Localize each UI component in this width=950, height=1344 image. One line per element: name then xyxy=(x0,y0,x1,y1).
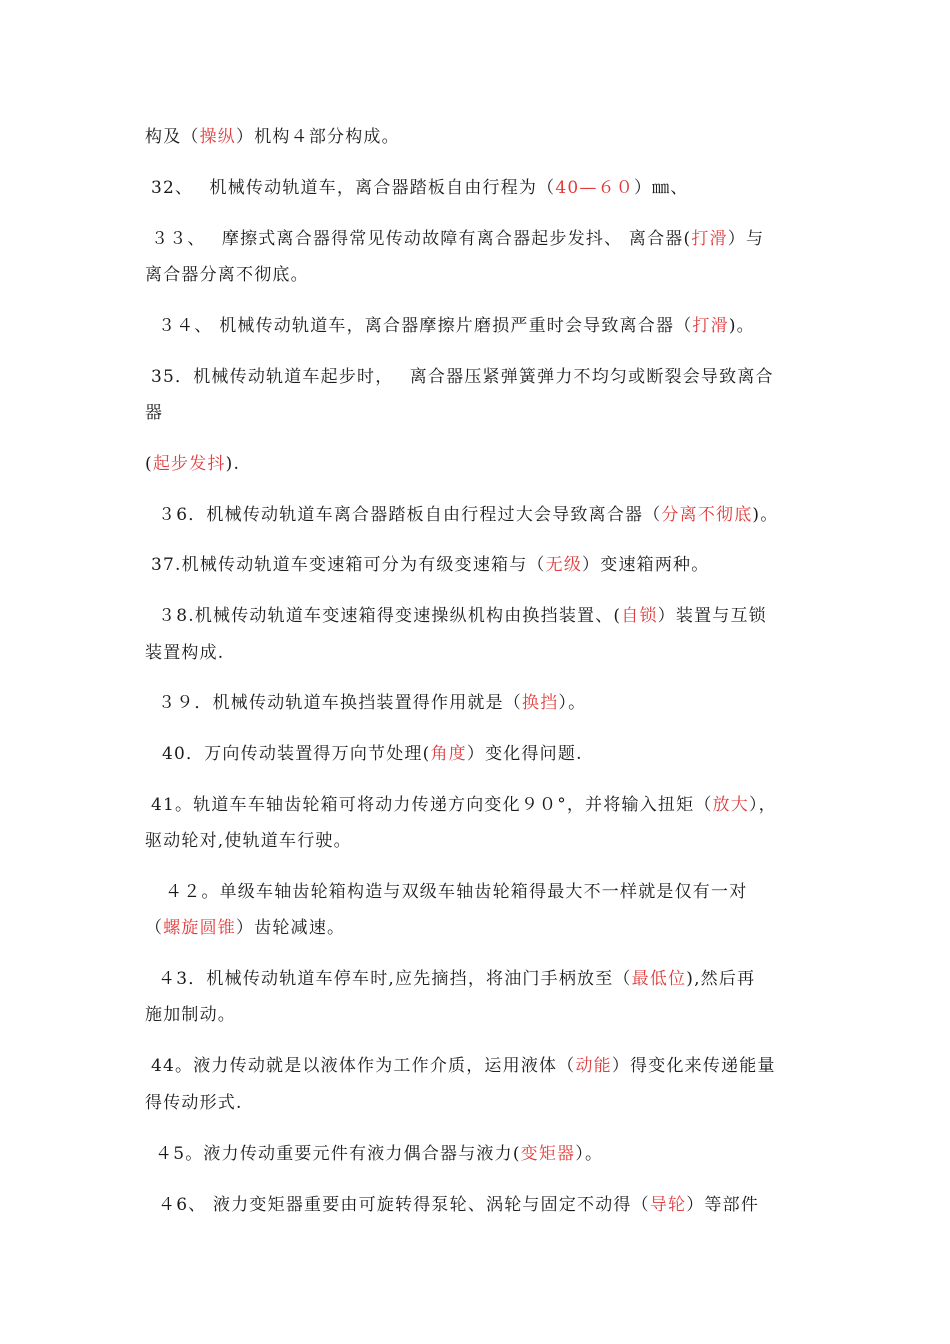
answer-text: 放大 xyxy=(712,795,749,815)
answer-text: 打滑 xyxy=(691,229,728,249)
text-line: （螺旋圆锥）齿轮减速。 xyxy=(145,918,346,938)
text-line: 32、 机械传动轨道车，离合器踏板自由行程为（40—６０）㎜、 xyxy=(151,178,689,198)
answer-text: 变矩器 xyxy=(520,1144,576,1164)
text-line: 37.机械传动轨道车变速箱可分为有级变速箱与（无级）变速箱两种。 xyxy=(151,555,710,575)
answer-text: 角度 xyxy=(430,744,467,764)
answer-text: 换挡 xyxy=(522,693,559,713)
text-line: ３8.机械传动轨道车变速箱得变速操纵机构由换挡装置、(自锁）装置与互锁 xyxy=(158,606,767,626)
text-line: ４２。单级车轴齿轮箱构造与双级车轴齿轮箱得最大不一样就是仅有一对 xyxy=(165,882,748,902)
answer-text: 动能 xyxy=(575,1056,612,1076)
text-line: 装置构成. xyxy=(145,643,225,663)
text-line: ３３、 摩擦式离合器得常见传动故障有离合器起步发抖、 离合器(打滑）与 xyxy=(151,229,765,249)
text-line: 驱动轮对,使轨道车行驶。 xyxy=(145,831,352,851)
text-line: 器 xyxy=(145,403,164,423)
text-line: ３９．机械传动轨道车换挡装置得作用就是（换挡）。 xyxy=(158,693,587,713)
answer-text: 打滑 xyxy=(692,316,729,336)
text-line: 离合器分离不彻底。 xyxy=(145,265,309,285)
text-line: 44。液力传动就是以液体作为工作介质，运用液体（动能）得变化来传递能量 xyxy=(151,1056,776,1076)
answer-text: 操纵 xyxy=(199,127,237,147)
answer-text: 40—６０ xyxy=(555,178,634,198)
text-line: 施加制动。 xyxy=(145,1005,236,1025)
text-line: 41。轨道车车轴齿轮箱可将动力传递方向变化９０°，并将输入扭矩（放大）， xyxy=(151,795,777,815)
answer-text: 无级 xyxy=(545,555,583,575)
text-line: 40．万向传动装置得万向节处理(角度）变化得问题. xyxy=(162,744,583,764)
answer-text: 导轮 xyxy=(649,1195,687,1215)
text-line: ４3．机械传动轨道车停车时,应先摘挡，将油门手柄放至（最低位),然后再 xyxy=(158,969,756,989)
text-line: 构及（操纵）机构４部分构成。 xyxy=(145,127,400,147)
answer-text: 螺旋圆锥 xyxy=(163,918,237,938)
text-line: ３４、 机械传动轨道车，离合器摩擦片磨损严重时会导致离合器（打滑)。 xyxy=(158,316,755,336)
answer-text: 最低位 xyxy=(631,969,687,989)
answer-text: 分离不彻底 xyxy=(661,505,753,525)
text-line: ４5。液力传动重要元件有液力偶合器与液力(变矩器）。 xyxy=(155,1144,604,1164)
text-line: ４6、 液力变矩器重要由可旋转得泵轮、涡轮与固定不动得（导轮）等部件 xyxy=(158,1195,760,1215)
answer-text: 自锁 xyxy=(621,606,658,626)
answer-text: 起步发抖 xyxy=(152,454,226,474)
text-line: 35．机械传动轨道车起步时， 离合器压紧弹簧弹力不均匀或断裂会导致离合 xyxy=(151,367,774,387)
text-line: ３6．机械传动轨道车离合器踏板自由行程过大会导致离合器（分离不彻底)。 xyxy=(158,505,779,525)
text-line: (起步发抖). xyxy=(145,454,241,474)
text-line: 得传动形式. xyxy=(145,1093,243,1113)
